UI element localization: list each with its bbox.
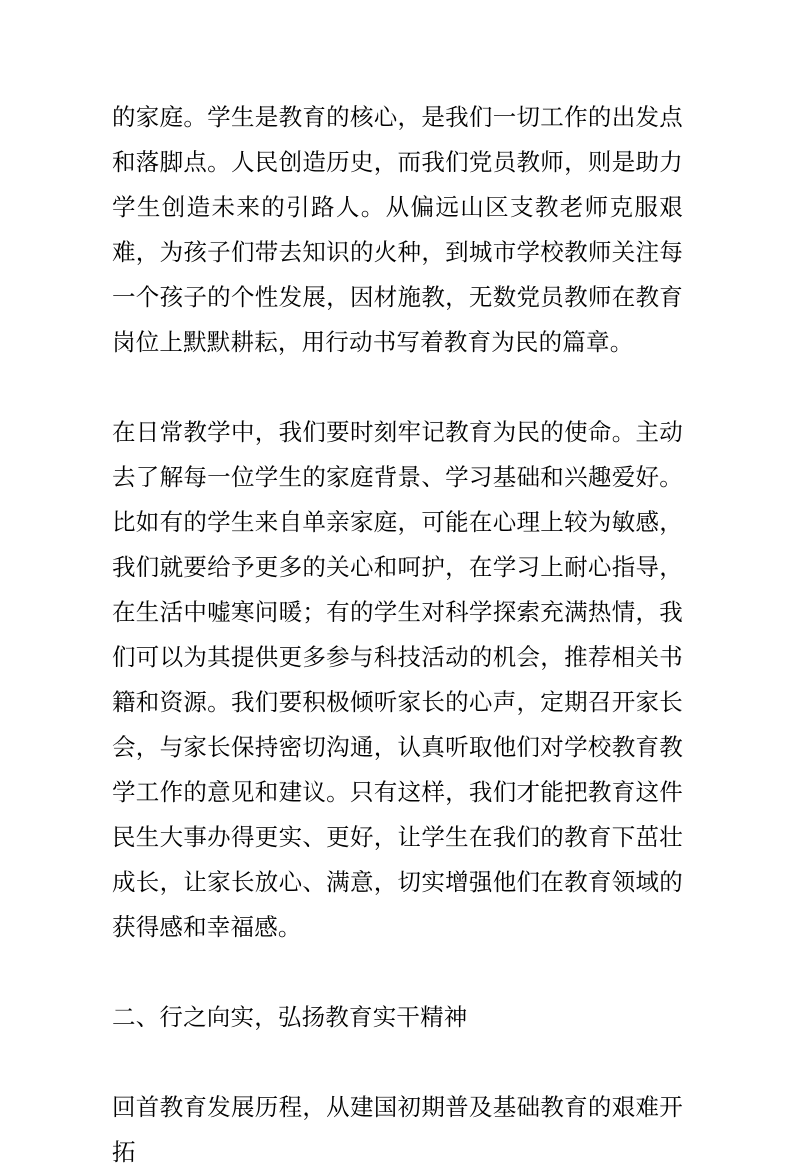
section-heading: 二、行之向实，弘扬教育实干精神 xyxy=(112,1004,468,1030)
paragraph: 在日常教学中，我们要时刻牢记教育为民的使命。主动去了解每一位学生的家庭背景、学习基础和兴趣爱好。比如有的学生来自单亲家庭，可能在心理上较为敏感，我们就要给予更多的关心和呵护，在学习上耐心指导，在生活中嘘寒问暖；有的学生对科学探索充满热情，我们可以为其提供更多参与科技活动的机会，推荐相关书籍和资源。我们要积极倾听家长的心声，定期召开家长会，与家长保持密切沟通，认真听取他们对学校教育教学工作的意见和建议。只有这样，我们才能把教育这件民生大事办得更实、更好，让学生在我们的教育下茁壮成长，让家长放心、满意，切实增强他们在教育领域的获得感和幸福感。 xyxy=(112,419,683,940)
document-body xyxy=(112,95,683,1175)
paragraph: 的家庭。学生是教育的核心，是我们一切工作的出发点和落脚点。人民创造历史，而我们党员教师，则是助力学生创造未来的引路人。从偏远山区支教老师克服艰难，为孩子们带去知识的火种，到城市学校教师关注每一个孩子的个性发展，因材施教，无数党员教师在教育岗位上默默耕耘，用行动书写着教育为民的篇章。 xyxy=(112,104,683,355)
paragraph: 回首教育发展历程，从建国初期普及基础教育的艰难开拓 xyxy=(112,1094,683,1165)
